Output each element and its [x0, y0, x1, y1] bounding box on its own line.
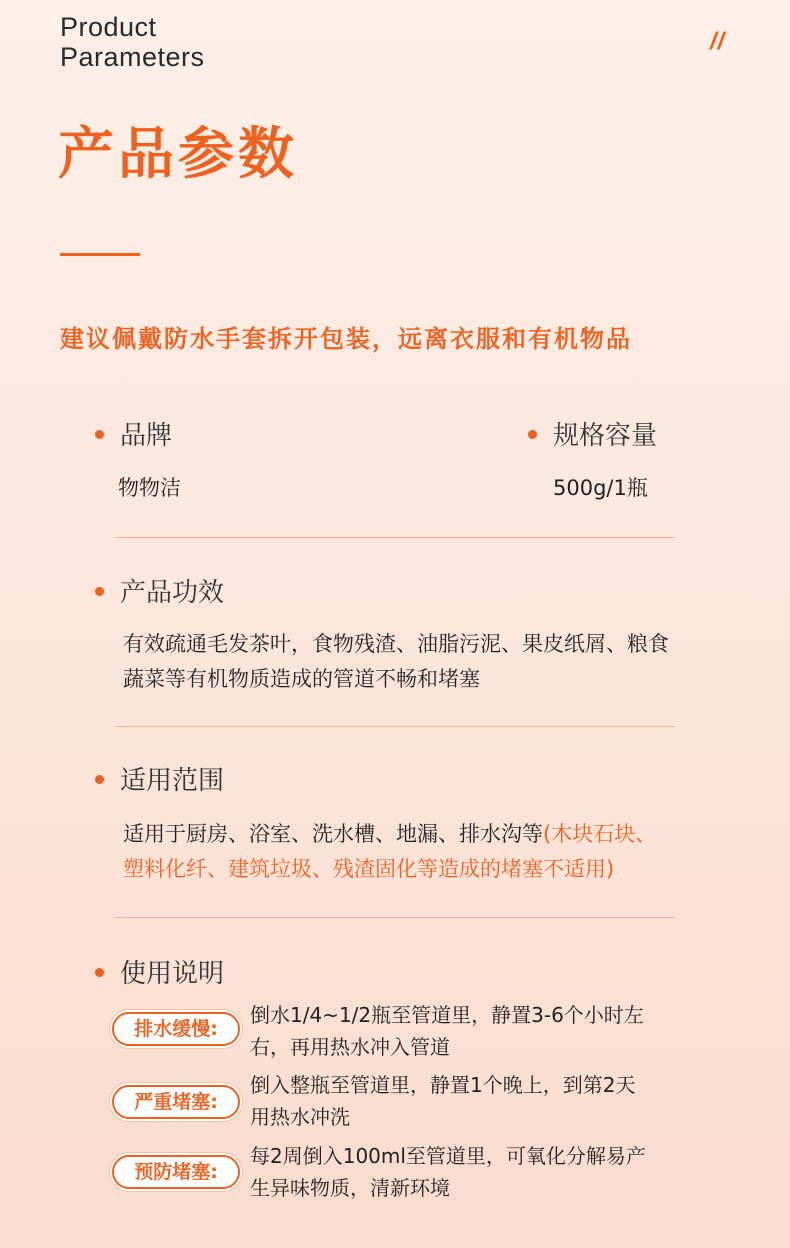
spec-value: 500g/1瓶	[553, 476, 648, 500]
bullet-dot-icon	[95, 430, 104, 439]
page-title: 产品参数	[58, 122, 298, 187]
usage-line: 右，再用热水冲入管道	[250, 1035, 450, 1059]
scope-heading	[95, 764, 224, 798]
brand-label: 品牌	[120, 421, 173, 451]
usage-tag-prevention: 预防堵塞:	[112, 1155, 240, 1189]
efficacy-label: 产品功效	[120, 578, 225, 608]
usage-line: 生异味物质，清新环境	[250, 1176, 450, 1200]
usage-label: 使用说明	[120, 959, 225, 989]
english-title	[60, 12, 205, 72]
scope-line1	[123, 818, 723, 850]
english-title-line1: Product	[60, 12, 157, 42]
divider	[115, 537, 675, 538]
title-underline	[60, 253, 140, 256]
divider	[115, 726, 675, 727]
bullet-dot-icon	[95, 587, 104, 596]
bullet-dot-icon	[95, 775, 104, 784]
efficacy-line2: 蔬菜等有机物质造成的管道不畅和堵塞	[123, 667, 480, 691]
scope-text	[123, 818, 723, 885]
usage-line: 用热水冲洗	[250, 1105, 350, 1129]
usage-line: 每2周倒入100ml至管道里，可氧化分解易产	[250, 1144, 646, 1168]
safety-notice: 建议佩戴防水手套拆开包装，远离衣服和有机物品	[60, 325, 632, 353]
scope-line1-plain: 适用于厨房、浴室、洗水槽、地漏、排水沟等	[123, 822, 543, 846]
spec-heading	[528, 419, 657, 453]
brand-heading	[95, 419, 172, 453]
scope-line1-highlight: (木块石块、	[543, 822, 657, 846]
scope-label: 适用范围	[120, 766, 225, 796]
brand-value: 物物洁	[118, 476, 181, 500]
usage-line: 倒入整瓶至管道里，静置1个晚上，到第2天	[250, 1073, 636, 1097]
usage-tag-slow-drain: 排水缓慢:	[112, 1012, 240, 1046]
usage-text-prevention	[250, 1140, 690, 1204]
usage-text-slow-drain	[250, 999, 690, 1063]
scope-line2: 塑料化纤、建筑垃圾、残渣固化等造成的堵塞不适用)	[123, 857, 615, 881]
slash-decoration: //	[710, 28, 726, 55]
usage-heading	[95, 957, 224, 991]
english-title-line2: Parameters	[60, 42, 205, 72]
usage-tag-severe-clog: 严重堵塞:	[112, 1085, 240, 1119]
efficacy-line1: 有效疏通毛发茶叶，食物残渣、油脂污泥、果皮纸屑、粮食	[123, 632, 669, 656]
bullet-dot-icon	[528, 430, 537, 439]
usage-line: 倒水1/4~1/2瓶至管道里，静置3-6个小时左	[250, 1003, 644, 1027]
efficacy-text	[123, 628, 723, 695]
efficacy-heading	[95, 576, 224, 610]
spec-label: 规格容量	[553, 421, 658, 451]
bullet-dot-icon	[95, 968, 104, 977]
usage-text-severe-clog	[250, 1069, 690, 1133]
divider	[115, 917, 675, 918]
